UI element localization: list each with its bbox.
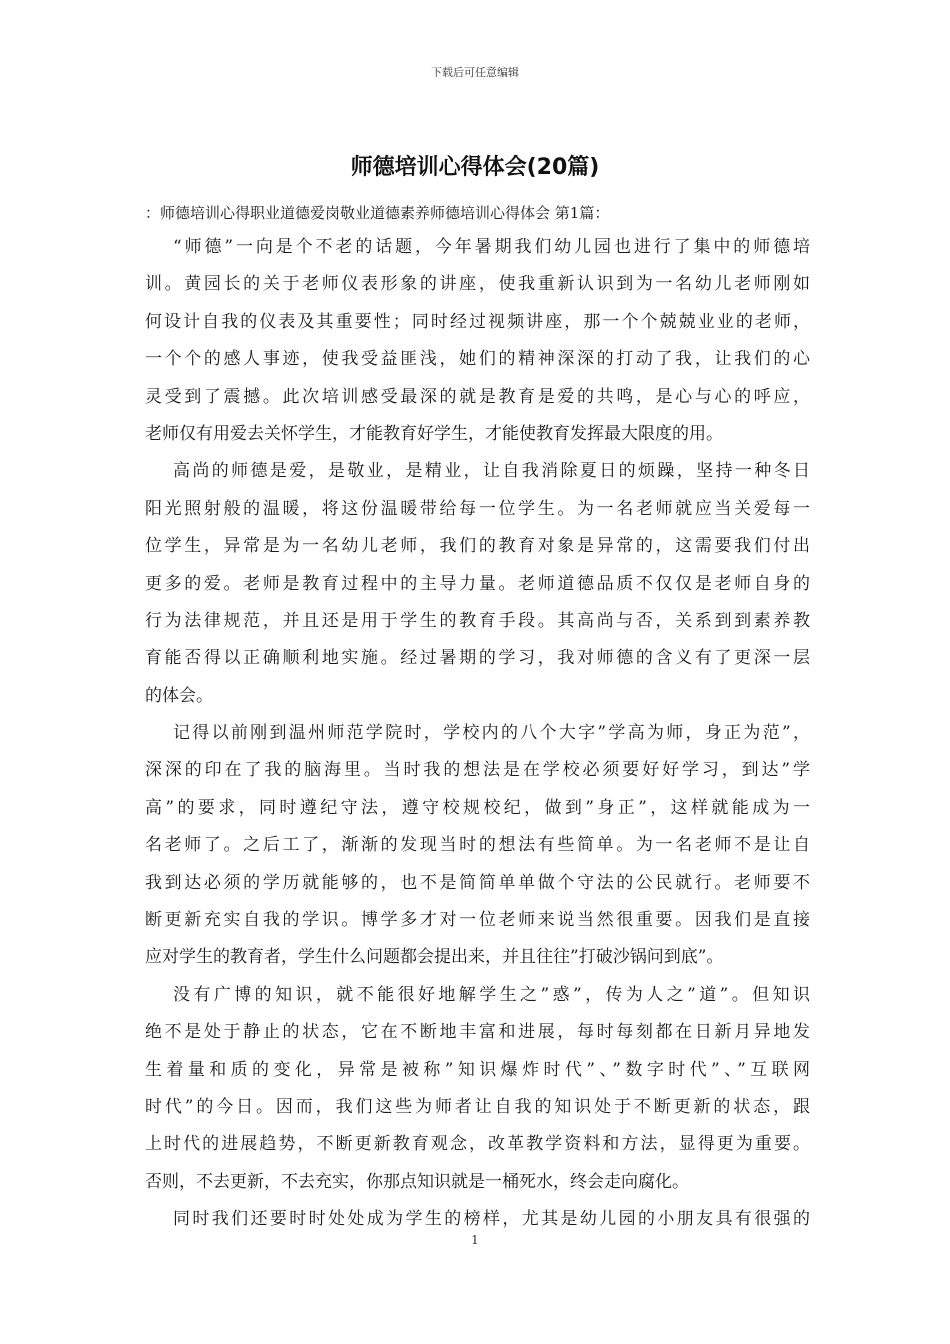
paragraph-line: 名老师了。之后工了，渐渐的发现当时的想法有些简单。为一名老师不是让自 [145,835,810,856]
paragraph-line: 阳光照射般的温暖，将这份温暖带给每一位学生。为一名老师就应当关爱每一 [145,498,810,519]
paragraph-line: 记得以前刚到温州师范学院时，学校内的八个大字”学高为师，身正为范”， [173,723,810,744]
paragraph-line: 断更新充实自我的学识。博学多才对一位老师来说当然很重要。因我们是直接 [145,910,810,931]
paragraph-line: 同时我们还要时时处处成为学生的榜样，尤其是幼儿园的小朋友具有很强的 [173,1209,810,1230]
paragraph-line: 否则，不去更新，不去充实，你那点知识就是一桶死水，终会走向腐化。 [145,1171,689,1192]
page-header: 下载后可任意编辑 [431,66,519,79]
paragraph-line: 行为法律规范，并且还是用于学生的教育手段。其高尚与否，关系到到素养教 [145,610,810,631]
paragraph-line: 训。黄园长的关于老师仪表形象的讲座，使我重新认识到为一名幼儿老师刚如 [145,274,810,295]
paragraph-line: 没有广博的知识，就不能很好地解学生之”惑”，传为人之”道”。但知识 [173,984,810,1005]
paragraph-line: 何设计自我的仪表及其重要性；同时经过视频讲座，那一个个兢兢业业的老师， [145,311,810,332]
paragraph-line: 老师仅有用爱去关怀学生，才能教育好学生，才能使教育发挥最大限度的用。 [145,423,723,444]
paragraph-line: 位学生，异常是为一名幼儿老师，我们的教育对象是异常的，这需要我们付出 [145,536,810,557]
paragraph-line: 时代”的今日。因而，我们这些为师者让自我的知识处于不断更新的状态，跟 [145,1096,810,1117]
paragraph-line: 应对学生的教育者，学生什么问题都会提出来，并且往往”打破沙锅问到底”。 [145,947,724,968]
paragraph-line: 更多的爱。老师是教育过程中的主导力量。老师道德品质不仅仅是老师自身的 [145,573,810,594]
page-number: 1 [471,1233,479,1247]
paragraph-line: 灵受到了震撼。此次培训感受最深的就是教育是爱的共鸣，是心与心的呼应， [145,386,810,407]
paragraph-line: 生着量和质的变化，异常是被称”知识爆炸时代”、”数字时代”、”互联网 [145,1059,810,1080]
document-subtitle: ：师德培训心得职业道德爱岗敬业道德素养师德培训心得体会 第1篇： [145,204,610,222]
paragraph-line: 高”的要求，同时遵纪守法，遵守校规校纪，做到”身正”，这样就能成为一 [145,797,810,818]
paragraph-list [145,229,810,1239]
paragraph-line: 绝不是处于静止的状态，它在不断地丰富和进展，每时每刻都在日新月异地发 [145,1022,810,1043]
paragraph-line: 的体会。 [145,685,213,706]
paragraph-line: 育能否得以正确顺利地实施。经过暑期的学习，我对师德的含义有了更深一层 [145,648,810,669]
paragraph-line: 一个个的感人事迹，使我受益匪浅，她们的精神深深的打动了我，让我们的心 [145,349,810,370]
paragraph-line: 深深的印在了我的脑海里。当时我的想法是在学校必须要好好学习，到达”学 [145,760,810,781]
paragraph-line: 我到达必须的学历就能够的，也不是简简单单做个守法的公民就行。老师要不 [145,872,810,893]
document-body [145,197,810,1239]
paragraph-line: “师德”一向是个不老的话题，今年暑期我们幼儿园也进行了集中的师德培 [173,237,810,257]
paragraph-line: 上时代的进展趋势，不断更新教育观念，改革教学资料和方法，显得更为重要。 [145,1134,810,1155]
document-title: 师德培训心得体会(20篇) [350,155,600,180]
paragraph-line: 高尚的师德是爱，是敬业，是精业，让自我消除夏日的烦躁，坚持一种冬日 [173,461,810,482]
